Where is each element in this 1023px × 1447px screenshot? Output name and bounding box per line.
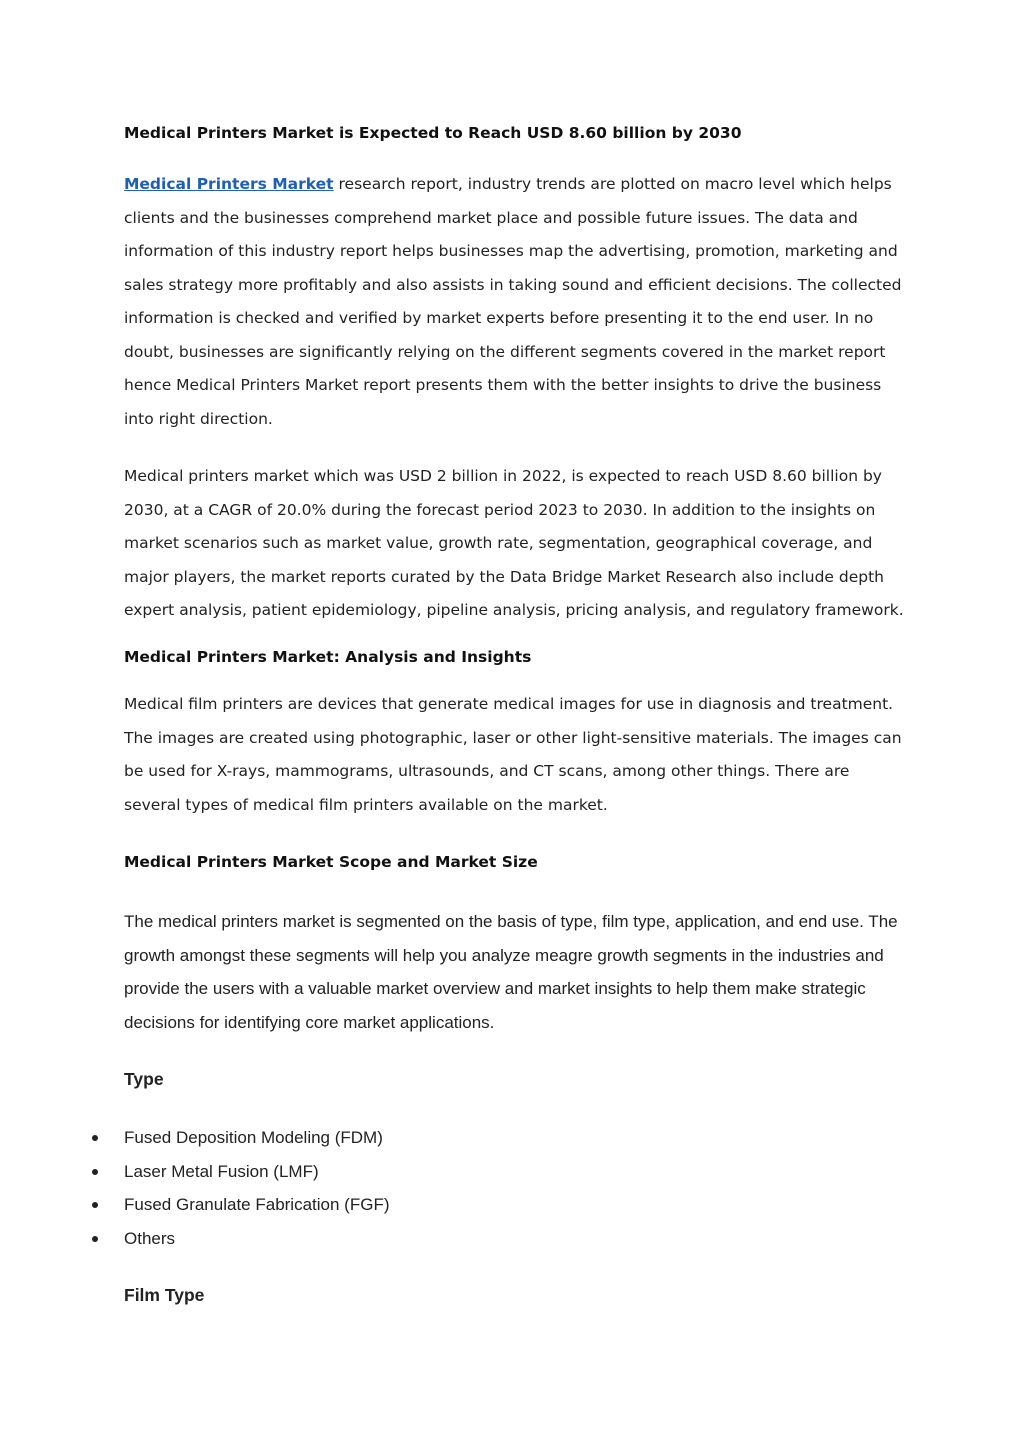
- film-type-heading: Film Type: [124, 1285, 205, 1305]
- scope-heading: Medical Printers Market Scope and Market Size: [124, 853, 538, 871]
- list-item-label: Others: [124, 1228, 176, 1248]
- bullet-icon: [92, 1135, 98, 1141]
- list-item: [0, 1191, 389, 1225]
- analysis-paragraph: Medical film printers are devices that generate medical images for use in diagnosis and treatment. The images are created using photographic, laser or other light-sensitive materials. The images can be used for X-rays, mammograms, ultrasounds, and CT scans, among other things. There are several types of medical film printers available on the market.: [124, 695, 902, 814]
- market-size-paragraph: Medical printers market which was USD 2 billion in 2022, is expected to reach USD 8.60 billion by 2030, at a CAGR of 20.0% during the forecast period 2023 to 2030. In addition to the insights on market scenarios such as market value, growth rate, segmentation, geographical coverage, and major players, the market reports curated by the Data Bridge Market Research also include depth expert analysis, patient epidemiology, pipeline analysis, pricing analysis, and regulatory framework.: [124, 467, 904, 619]
- bullet-icon: [92, 1202, 98, 1208]
- list-item: [0, 1124, 389, 1158]
- document-title: Medical Printers Market is Expected to Reach USD 8.60 billion by 2030: [124, 124, 742, 142]
- scope-paragraph: The medical printers market is segmented on the basis of type, film type, application, and end use. The growth amongst these segments will help you analyze meagre growth segments in the industries and provide the users with a valuable market overview and market insights to help them make strategic decisions for identifying core market applications.: [124, 912, 898, 1032]
- list-item: [0, 1225, 389, 1259]
- bullet-icon: [92, 1169, 98, 1175]
- type-list: [0, 1124, 389, 1258]
- analysis-heading: Medical Printers Market: Analysis and Insights: [124, 648, 532, 666]
- bullet-icon: [92, 1236, 98, 1242]
- list-item-label: Fused Granulate Fabrication (FGF): [124, 1195, 390, 1214]
- list-item-label: Fused Deposition Modeling (FDM): [124, 1128, 383, 1147]
- list-item-label: Laser Metal Fusion (LMF): [124, 1161, 319, 1181]
- medical-printers-market-link[interactable]: Medical Printers Market: [124, 175, 334, 193]
- type-heading: Type: [124, 1069, 164, 1089]
- intro-text: research report, industry trends are plotted on macro level which helps clients and the businesses comprehend market place and possible future issues. The data and information of this industry report helps businesses map the advertising, promotion, marketing and sales strategy more profitably and also assists in taking sound and efficient decisions. The collected information is checked and verified by market experts before presenting it to the end user. In no doubt, businesses are significantly relying on the different segments covered in the market report hence Medical Printers Market report presents them with the better insights to drive the business into right direction.: [124, 175, 902, 428]
- intro-paragraph: [124, 168, 904, 436]
- list-item: [0, 1158, 389, 1192]
